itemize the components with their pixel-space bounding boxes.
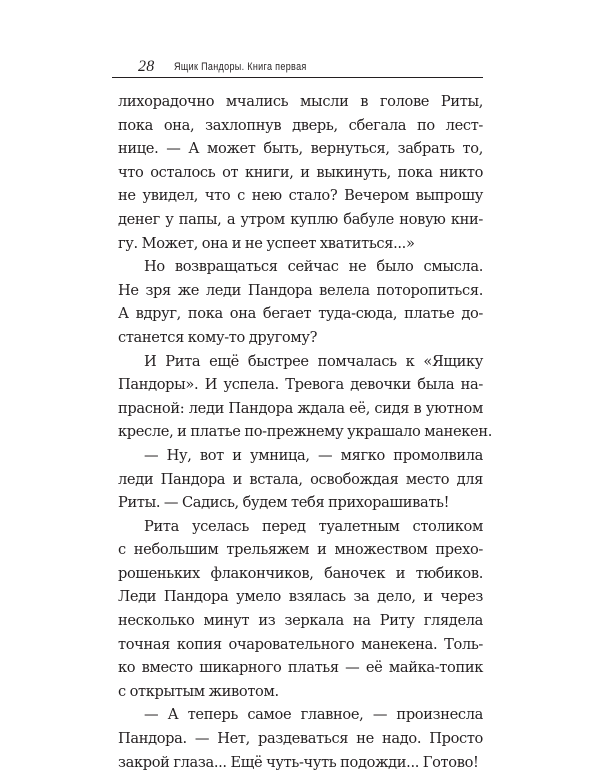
- running-head-title: Ящик Пандоры. Книга первая: [174, 61, 307, 73]
- page-number: 28: [138, 58, 155, 75]
- text-line: гу. Может, она и не успеет хватиться...»: [118, 234, 415, 252]
- text-line: точная копия очаровательного манекена. Толь-: [118, 635, 483, 653]
- text-line: лихорадочно мчались мысли в голове Риты,: [118, 93, 483, 110]
- text-line: пока она, захлопнув дверь, сбегала по лест-: [118, 116, 483, 134]
- text-line: — А теперь самое главное, — произнесла: [144, 706, 483, 724]
- text-line: закрой глаза... Ещё чуть-чуть подожди... Готово!: [118, 753, 479, 771]
- text-line: А вдруг, пока она бегает туда-сюда, платье до-: [118, 305, 483, 323]
- text-line: что осталось от книги, и выкинуть, пока никто: [118, 163, 483, 181]
- text-line: Не зря же леди Пандора велела поторопиться.: [118, 281, 483, 299]
- text-line: Риты. — Садись, будем тебя прихорашивать!: [118, 494, 450, 512]
- text-line: с небольшим трельяжем и множеством прехо-: [118, 541, 483, 559]
- text-line: леди Пандора и встала, освобождая место для: [118, 470, 483, 488]
- text-line: станется кому-то другому?: [118, 328, 318, 346]
- text-line: нице. — А может быть, вернуться, забрать то,: [118, 140, 483, 158]
- body-text: [118, 90, 492, 774]
- text-line: несколько минут из зеркала на Риту глядела: [118, 612, 483, 630]
- text-line: — Ну, вот и умница, — мягко промолвила: [144, 446, 483, 464]
- text-line: кресле, и платье по-прежнему украшало манекен.: [118, 423, 492, 441]
- text-line: Пандоры». И успела. Тревога девочки была на-: [118, 376, 483, 394]
- text-line: прасной: леди Пандора ждала её, сидя в уютном: [118, 399, 483, 417]
- text-line: денег у папы, а утром куплю бабуле новую кни-: [118, 210, 483, 228]
- text-line: рошеньких флакончиков, баночек и тюбиков.: [118, 564, 483, 582]
- text-line: И Рита ещё быстрее помчалась к «Ящику: [144, 352, 483, 370]
- text-line: не увидел, что с нею стало? Вечером выпрошу: [118, 187, 483, 205]
- header-rule: [112, 77, 483, 78]
- text-line: ко вместо шикарного платья — её майка-топик: [118, 659, 483, 677]
- text-line: с открытым животом.: [118, 682, 279, 700]
- text-line: Но возвращаться сейчас не было смысла.: [144, 258, 483, 276]
- text-line: Леди Пандора умело взялась за дело, и через: [118, 588, 483, 606]
- text-line: Пандора. — Нет, раздеваться не надо. Просто: [118, 730, 483, 748]
- text-line: Рита уселась перед туалетным столиком: [144, 517, 483, 535]
- running-header: [112, 58, 483, 78]
